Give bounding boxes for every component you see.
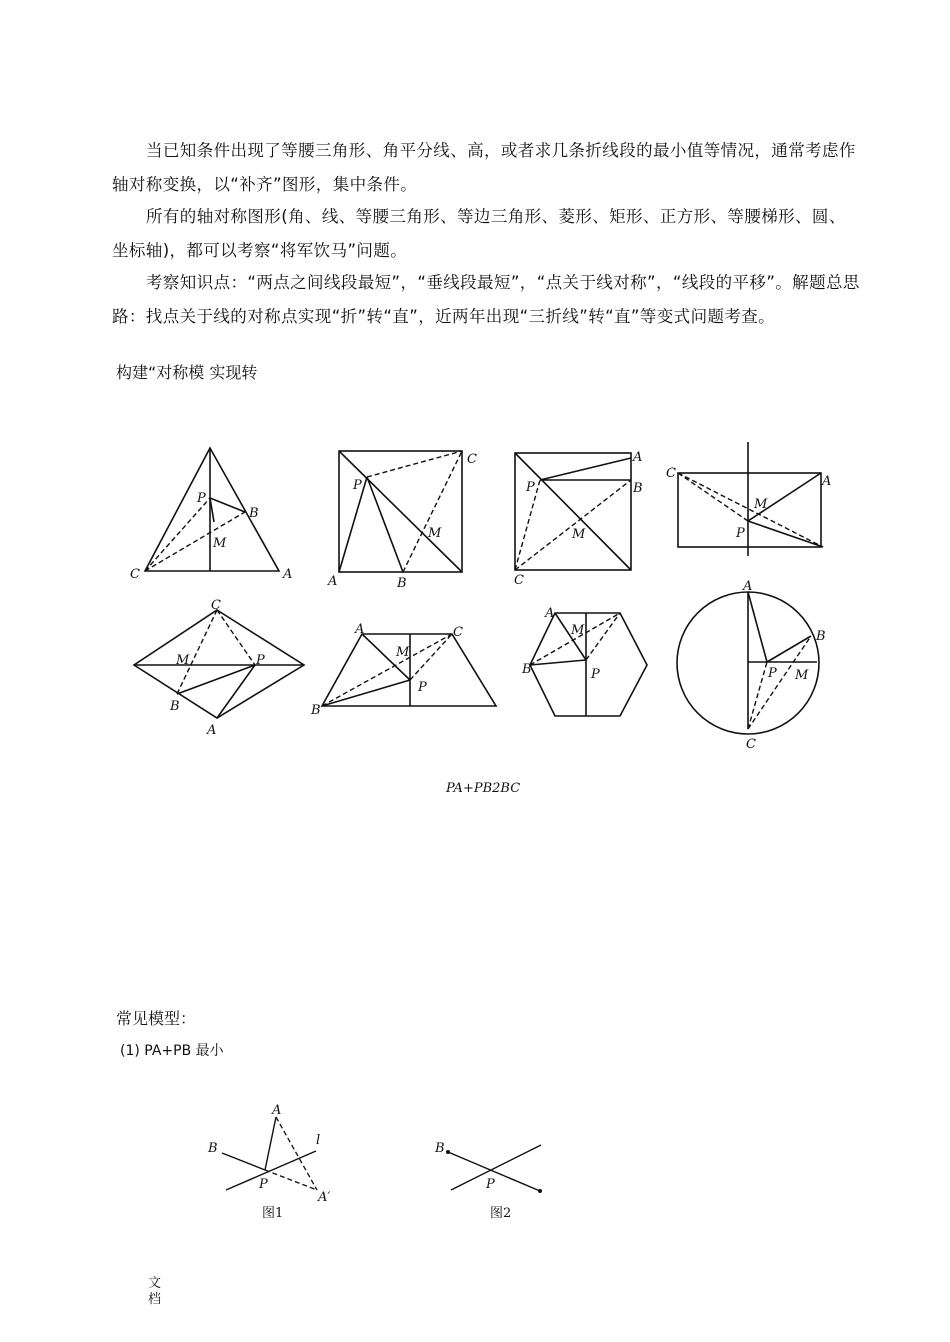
- label-m: M: [571, 623, 585, 638]
- label-c: C: [453, 625, 463, 640]
- label-p: P: [197, 491, 206, 506]
- figure-trapezoid: [305, 620, 505, 720]
- label-m: M: [176, 653, 190, 668]
- label-c: C: [467, 452, 477, 467]
- figure-triangle: [125, 440, 300, 585]
- clipped-caption: PA+PB2BC: [446, 781, 521, 796]
- label-p: P: [526, 480, 535, 495]
- figure-circle: [670, 575, 850, 755]
- label-l: l: [316, 1133, 321, 1148]
- label-a: A: [328, 574, 338, 589]
- label-b: B: [522, 662, 532, 677]
- label-a: A: [272, 1103, 282, 1118]
- figure-square-2: [505, 445, 650, 588]
- label-a: A: [207, 723, 217, 738]
- label-a: A: [743, 579, 753, 594]
- caption-fig2: 图2: [490, 1206, 512, 1221]
- label-b: B: [816, 629, 826, 644]
- label-a: A: [545, 606, 555, 621]
- label-b: B: [311, 703, 321, 718]
- subsection-title: (1) PA+PB 最小: [120, 1043, 224, 1059]
- label-b: B: [397, 576, 407, 591]
- label-a: A: [355, 622, 365, 637]
- clipped-heading: 构建“对称模 实现转: [116, 363, 258, 382]
- label-a: A: [822, 474, 832, 489]
- label-c: C: [666, 466, 676, 481]
- caption-fig1: 图1: [262, 1206, 284, 1221]
- label-m: M: [396, 645, 410, 660]
- label-m: M: [754, 497, 768, 512]
- paragraph-3: 考察知识点：“两点之间线段最短”，“垂线段最短”，“点关于线对称”，“线段的平移”。解题总思路：找点关于线的对称点实现“折”转“直”，近两年出现“三折线”转“直”等变式问题考查。: [112, 273, 860, 326]
- label-c: C: [746, 737, 756, 752]
- label-p: P: [486, 1177, 495, 1192]
- footer-text: 文档: [148, 1276, 162, 1307]
- figure-rectangle: [660, 440, 830, 560]
- label-a: A: [633, 450, 643, 465]
- label-m: M: [213, 536, 227, 551]
- label-p: P: [256, 653, 265, 668]
- label-b: B: [208, 1141, 218, 1156]
- figure-hexagon: [520, 604, 650, 724]
- label-b: B: [633, 481, 643, 496]
- label-m: M: [572, 527, 586, 542]
- paragraph-2: 所有的轴对称图形(角、线、等腰三角形、等边三角形、菱形、矩形、正方形、等腰梯形、圆、坐标轴)，都可以考察“将军饮马”问题。: [112, 207, 846, 260]
- label-p: P: [591, 667, 600, 682]
- label-b: B: [170, 699, 180, 714]
- label-p: P: [736, 526, 745, 541]
- label-p: P: [768, 666, 777, 681]
- label-m: M: [795, 668, 809, 683]
- label-c: C: [514, 573, 524, 588]
- label-b: B: [249, 506, 259, 521]
- label-p: P: [259, 1177, 268, 1192]
- label-a-prime: A′: [318, 1190, 331, 1205]
- label-c: C: [130, 567, 140, 582]
- label-a: A: [283, 567, 293, 582]
- label-m: M: [428, 526, 442, 541]
- paragraph-1: 当已知条件出现了等腰三角形、角平分线、高，或者求几条折线段的最小值等情况，通常考虑作轴对称变换，以“补齐”图形，集中条件。: [112, 141, 856, 194]
- label-b: B: [435, 1141, 445, 1156]
- section-title: 常见模型：: [116, 1009, 197, 1028]
- figure-square-1: [325, 440, 485, 590]
- label-p: P: [353, 478, 362, 493]
- figure-2: [425, 1130, 555, 1225]
- label-p: P: [418, 680, 427, 695]
- figure-rhombus: [125, 598, 310, 743]
- figure-1: [200, 1095, 350, 1225]
- label-c: C: [211, 598, 221, 613]
